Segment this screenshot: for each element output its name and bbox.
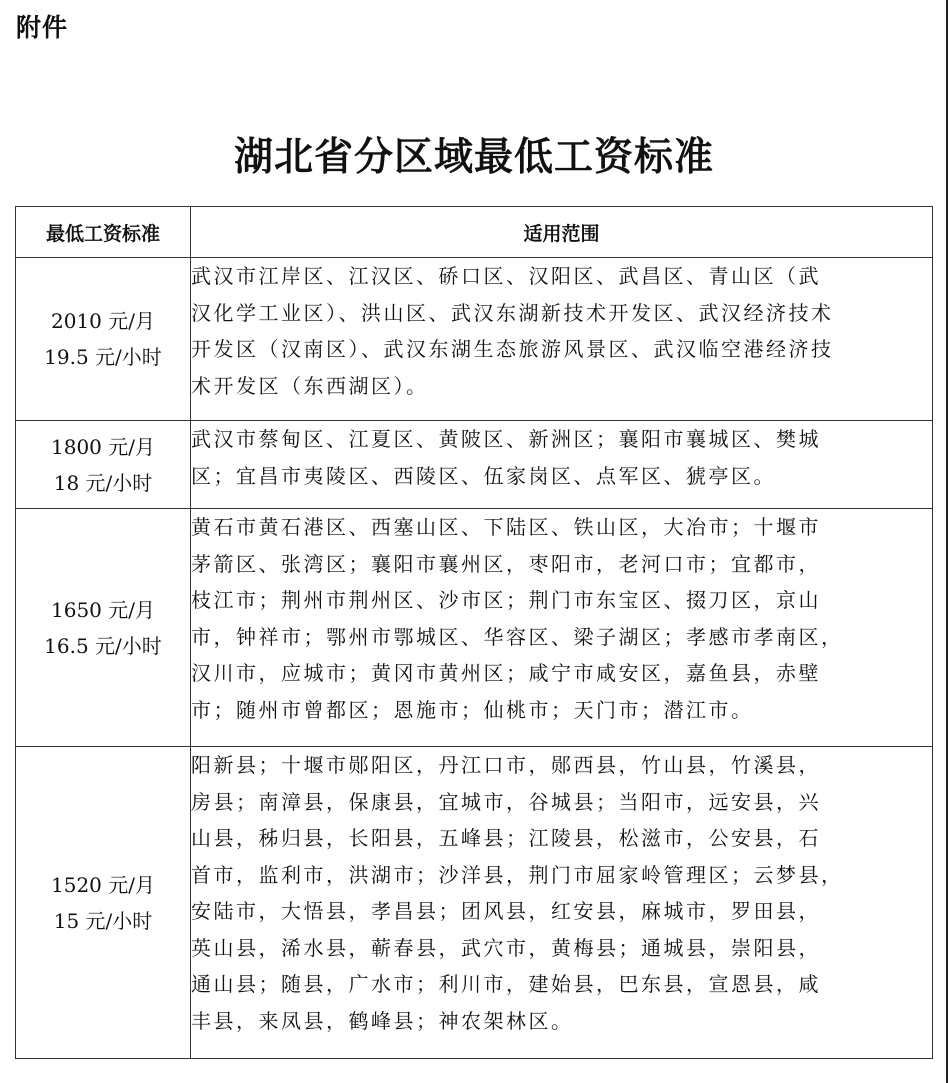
page-title: 湖北省分区域最低工资标准 bbox=[233, 135, 714, 180]
scope-line: 区；宜昌市夷陵区、西陵区、伍家岗区、点军区、猇亭区。 bbox=[191, 463, 776, 488]
scope-line: 开发区（汉南区）、武汉东湖生态旅游风景区、武汉临空港经济技 bbox=[191, 337, 834, 361]
hourly-wage: 15 元/小时 bbox=[53, 908, 153, 933]
scope-line: 术开发区（东西湖区）。 bbox=[191, 373, 429, 398]
hourly-wage: 16.5 元/小时 bbox=[44, 633, 162, 658]
table-row bbox=[16, 509, 933, 747]
scope-cell bbox=[191, 509, 933, 747]
scope-line: 英山县，浠水县，蕲春县，武穴市，黄梅县；通城县，崇阳县， bbox=[191, 935, 821, 960]
scope-line: 黄石市黄石港区、西塞山区、下陆区、铁山区，大冶市；十堰市 bbox=[191, 515, 821, 539]
scope-line: 市，钟祥市；鄂州市鄂城区、华容区、梁子湖区；孝感市孝南区， bbox=[191, 624, 844, 649]
table-row bbox=[16, 421, 933, 509]
header-wage-standard: 最低工资标准 bbox=[16, 207, 191, 258]
monthly-wage: 1800 元/月 bbox=[51, 434, 155, 459]
wage-standard-cell bbox=[16, 509, 191, 747]
minimum-wage-table bbox=[15, 206, 933, 1059]
scope-line: 房县；南漳县，保康县，宜城市，谷城县；当阳市，远安县，兴 bbox=[191, 789, 821, 814]
scope-line: 山县，秭归县，长阳县，五峰县；江陵县，松滋市，公安县，石 bbox=[191, 826, 821, 850]
scope-line: 安陆市，大悟县，孝昌县；团风县，红安县，麻城市，罗田县， bbox=[191, 899, 821, 923]
scope-line: 茅箭区、张湾区；襄阳市襄州区，枣阳市，老河口市；宜都市， bbox=[191, 551, 821, 576]
table-row bbox=[16, 258, 933, 421]
scope-line: 首市，监利市，洪湖市；沙洋县，荆门市屈家岭管理区；云梦县， bbox=[191, 862, 844, 887]
hourly-wage: 18 元/小时 bbox=[53, 470, 153, 495]
scope-line: 市；随州市曾都区；恩施市；仙桃市；天门市；潜江市。 bbox=[191, 697, 754, 722]
scope-line: 丰县，来凤县，鹤峰县；神农架林区。 bbox=[191, 1008, 574, 1033]
scope-line: 阳新县；十堰市郧阳区，丹江口市，郧西县，竹山县，竹溪县， bbox=[191, 753, 821, 777]
attachment-label: 附件 bbox=[16, 13, 69, 42]
hourly-wage: 19.5 元/小时 bbox=[44, 345, 162, 369]
scope-cell bbox=[191, 258, 933, 421]
monthly-wage: 2010 元/月 bbox=[51, 309, 155, 333]
scope-line: 武汉市江岸区、江汉区、硚口区、汉阳区、武昌区、青山区（武 bbox=[191, 264, 821, 288]
table-row bbox=[16, 747, 933, 1059]
scope-line: 汉川市，应城市；黄冈市黄州区；咸宁市咸安区，嘉鱼县，赤壁 bbox=[191, 661, 821, 685]
header-scope: 适用范围 bbox=[191, 207, 933, 258]
monthly-wage: 1520 元/月 bbox=[51, 872, 155, 897]
wage-standard-cell bbox=[16, 747, 191, 1059]
scope-cell bbox=[191, 421, 933, 509]
scope-line: 武汉市蔡甸区、江夏区、黄陂区、新洲区；襄阳市襄城区、樊城 bbox=[191, 427, 821, 451]
monthly-wage: 1650 元/月 bbox=[51, 597, 155, 622]
scope-line: 通山县；随县，广水市；利川市，建始县，巴东县，宣恩县，咸 bbox=[191, 972, 821, 996]
wage-standard-cell bbox=[16, 421, 191, 509]
scope-line: 汉化学工业区）、洪山区、武汉东湖新技术开发区、武汉经济技术 bbox=[191, 300, 834, 325]
wage-standard-cell bbox=[16, 258, 191, 421]
scope-line: 枝江市；荆州市荆州区、沙市区；荆门市东宝区、掇刀区，京山 bbox=[191, 588, 821, 612]
table-header-row bbox=[16, 207, 933, 258]
scope-cell bbox=[191, 747, 933, 1059]
